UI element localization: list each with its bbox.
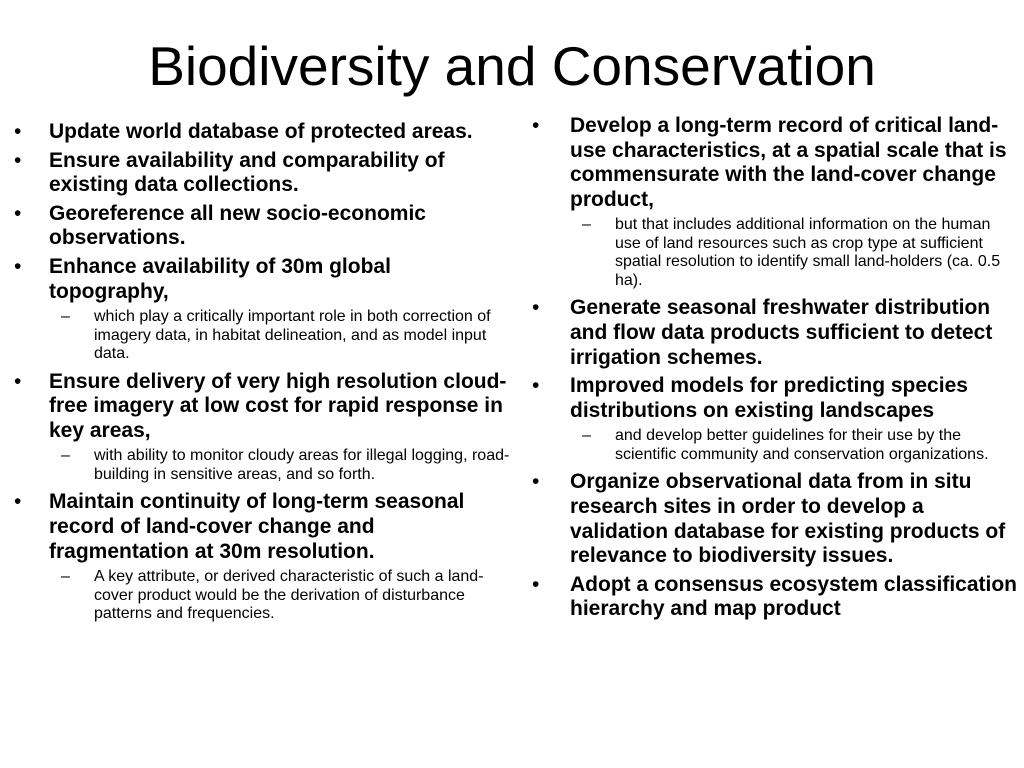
sub-bullet-text: and develop better guidelines for their use by the scientific community and conservation organizations. — [615, 427, 989, 463]
dash-marker: – — [582, 216, 591, 234]
bullet-marker: • — [532, 572, 540, 596]
bullet-item — [0, 149, 512, 198]
bullet-marker: • — [532, 296, 540, 320]
sub-bullet-text: which play a critically important role in both correction of imagery data, in habitat delineation, and as model input data. — [94, 308, 491, 363]
bullet-text: Ensure delivery of very high resolution cloud-free imagery at low cost for rapid response in key areas, — [49, 369, 507, 442]
bullet-marker: • — [14, 369, 22, 393]
bullet-item — [524, 573, 1018, 622]
sub-bullet-item — [49, 568, 512, 624]
bullet-text: Adopt a consensus ecosystem classification hierarchy and map product — [570, 572, 1017, 621]
dash-marker: – — [582, 427, 591, 445]
bullet-item — [0, 490, 512, 623]
slide-title: Biodiversity and Conservation — [148, 35, 876, 97]
left-bullet-list — [0, 120, 512, 624]
bullet-marker: • — [14, 201, 22, 225]
sub-bullet-list — [570, 216, 1018, 290]
bullet-text: Organize observational data from in situ research sites in order to develop a validation database for existing products of relevance to biodiversity issues. — [570, 470, 1006, 568]
bullet-marker: • — [14, 254, 22, 278]
sub-bullet-text: but that includes additional information on the human use of land resources such as crop type at sufficient spatial resolution to identify small land-holders (ca. 0.5 ha). — [615, 216, 1001, 289]
bullet-marker: • — [14, 148, 22, 172]
dash-marker: – — [61, 568, 70, 586]
sub-bullet-list — [570, 427, 1018, 464]
sub-bullet-list — [49, 568, 512, 624]
bullet-marker: • — [532, 374, 540, 398]
bullet-marker: • — [532, 114, 540, 137]
bullet-item — [0, 202, 512, 251]
bullet-item — [524, 114, 1018, 290]
sub-bullet-item — [49, 447, 512, 484]
sub-bullet-list — [49, 308, 512, 364]
bullet-item — [0, 370, 512, 485]
bullet-item — [0, 255, 512, 364]
right-column — [524, 114, 1018, 626]
sub-bullet-text: A key attribute, or derived characteristic of such a land-cover product would be the derivation of disturbance patterns and frequencies. — [94, 568, 484, 623]
dash-marker: – — [61, 308, 70, 326]
bullet-text: Enhance availability of 30m global topography, — [49, 254, 391, 303]
bullet-text: Develop a long-term record of critical land-use characteristics, at a spatial scale that is commensurate with the land-cover change product, — [570, 114, 1007, 211]
bullet-text: Maintain continuity of long-term seasonal record of land-cover change and fragmentation at 30m resolution. — [49, 490, 465, 563]
bullet-item — [524, 470, 1018, 568]
left-column — [0, 120, 512, 630]
bullet-marker: • — [532, 470, 540, 494]
bullet-text: Ensure availability and comparability of existing data collections. — [49, 148, 445, 197]
bullet-text: Update world database of protected areas. — [49, 120, 473, 143]
right-bullet-list — [524, 114, 1018, 622]
sub-bullet-item — [570, 427, 1018, 464]
bullet-item — [0, 120, 512, 145]
sub-bullet-item — [49, 308, 512, 364]
bullet-text: Georeference all new socio-economic observations. — [49, 201, 426, 250]
bullet-marker: • — [14, 120, 22, 143]
bullet-item — [524, 374, 1018, 464]
bullet-marker: • — [14, 490, 22, 514]
bullet-item — [524, 296, 1018, 370]
bullet-text: Improved models for predicting species distributions on existing landscapes — [570, 374, 968, 422]
sub-bullet-text: with ability to monitor cloudy areas for illegal logging, road-building in sensitive areas, and so forth. — [94, 447, 510, 483]
bullet-text: Generate seasonal freshwater distribution and flow data products sufficient to detect irrigation schemes. — [570, 296, 993, 369]
sub-bullet-list — [49, 447, 512, 484]
dash-marker: – — [61, 447, 70, 465]
sub-bullet-item — [570, 216, 1018, 290]
